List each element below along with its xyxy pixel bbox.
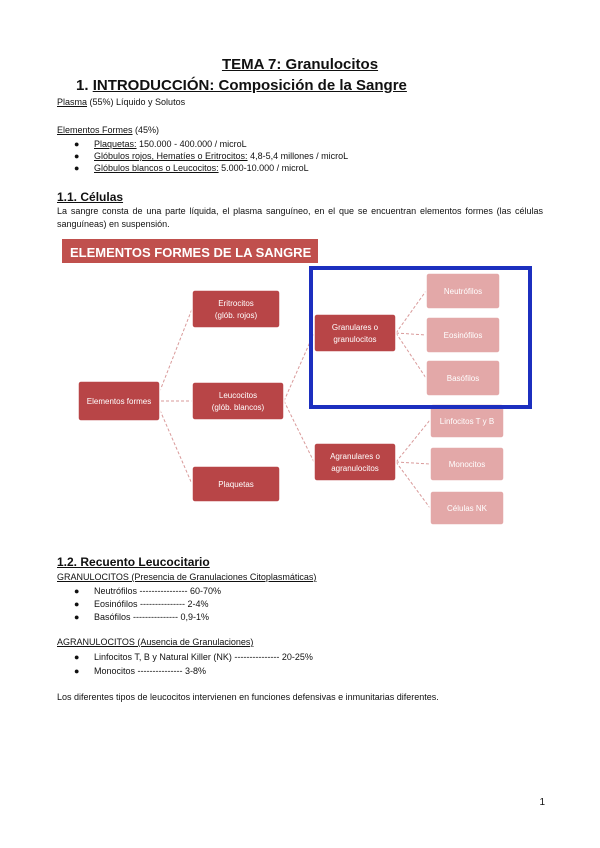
page-number: 1 bbox=[539, 797, 545, 808]
list-item: ● Monocitos --------------- 3-8% bbox=[74, 666, 206, 676]
section-1-number: 1. bbox=[76, 77, 89, 94]
plasma-line bbox=[57, 96, 185, 108]
agranulocitos-heading: AGRANULOCITOS (Ausencia de Granulaciones) bbox=[57, 637, 254, 647]
label-celulas-nk: Células NK bbox=[446, 504, 488, 513]
item-text: Monocitos --------------- 3-8% bbox=[94, 666, 206, 676]
document-title: TEMA 7: Granulocitos bbox=[221, 56, 379, 73]
node-agranulares bbox=[314, 443, 396, 481]
list-item: ● Eosinófilos --------------- 2-4% bbox=[74, 599, 209, 609]
item-label: Glóbulos rojos, Hematíes o Eritrocitos: bbox=[94, 151, 248, 161]
plasma-label: Plasma bbox=[57, 97, 88, 107]
label-granulares-2: granulocitos bbox=[333, 335, 377, 344]
section-1-heading bbox=[76, 77, 407, 94]
list-item: ● Plaquetas: 150.000 - 400.000 / microL bbox=[74, 139, 247, 149]
list-item: ● Linfocitos T, B y Natural Killer (NK) --------------- 20-25% bbox=[74, 652, 313, 662]
blood-elements-diagram bbox=[56, 236, 546, 538]
label-basofilos: Basófilos bbox=[446, 374, 480, 383]
label-elementos-formes: Elementos formes bbox=[86, 397, 152, 406]
label-monocitos: Monocitos bbox=[448, 460, 486, 469]
formes-list bbox=[74, 138, 349, 174]
formes-label: Elementos Formes bbox=[57, 125, 133, 135]
item-value: 5.000-10.000 / microL bbox=[218, 163, 309, 173]
label-eritrocitos-2: (glób. rojos) bbox=[214, 311, 258, 320]
item-text: Linfocitos T, B y Natural Killer (NK) --------------- 20-25% bbox=[94, 652, 313, 662]
label-eritrocitos-1: Eritrocitos bbox=[218, 299, 254, 308]
list-item: ● Neutrófilos ---------------- 60-70% bbox=[74, 586, 221, 596]
agranulocitos-list bbox=[74, 650, 313, 678]
section-1-title: INTRODUCCIÓN: Composición de la Sangre bbox=[92, 77, 407, 94]
item-value: 150.000 - 400.000 / microL bbox=[136, 139, 247, 149]
label-neutrofilos: Neutrófilos bbox=[443, 287, 483, 296]
label-granulares-1: Granulares o bbox=[331, 323, 379, 332]
list-item: ● Glóbulos blancos o Leucocitos: 5.000-10.000 / microL bbox=[74, 163, 309, 173]
item-value: 4,8-5,4 millones / microL bbox=[247, 151, 349, 161]
formes-detail: (45%) bbox=[132, 125, 160, 135]
item-text: Eosinófilos --------------- 2-4% bbox=[94, 599, 209, 609]
granulocitos-heading: GRANULOCITOS (Presencia de Granulaciones Citoplasmáticas) bbox=[57, 572, 317, 582]
label-eosinofilos: Eosinófilos bbox=[443, 331, 483, 340]
item-label: Plaquetas: bbox=[94, 139, 137, 149]
closing-paragraph: Los diferentes tipos de leucocitos intervienen en funciones defensivas e inmunitarias diferentes. bbox=[57, 692, 439, 702]
node-leucocitos bbox=[192, 382, 284, 420]
list-item: ● Basófilos --------------- 0,9-1% bbox=[74, 612, 209, 622]
section-1-1-paragraph: La sangre consta de una parte líquida, el plasma sanguíneo, en el que se encuentran elementos formes (las células sanguíneas) en suspensión. bbox=[57, 206, 543, 229]
label-leucocitos-1: Leucocitos bbox=[218, 391, 258, 400]
section-1-1-heading: 1.1. Células bbox=[57, 190, 124, 204]
label-agranulares-1: Agranulares o bbox=[330, 452, 380, 461]
granulocitos-list bbox=[74, 585, 221, 624]
plasma-detail: (55%) Líquido y Solutos bbox=[87, 97, 186, 107]
node-eritrocitos bbox=[192, 290, 280, 328]
formes-line bbox=[57, 124, 159, 136]
list-item: ● Glóbulos rojos, Hematíes o Eritrocitos: 4,8-5,4 millones / microL bbox=[74, 151, 349, 161]
label-agranulares-2: agranulocitos bbox=[331, 464, 379, 473]
node-granulares bbox=[314, 314, 396, 352]
section-1-2-heading: 1.2. Recuento Leucocitario bbox=[57, 555, 210, 569]
item-label: Glóbulos blancos o Leucocitos: bbox=[94, 163, 219, 173]
label-plaquetas: Plaquetas bbox=[218, 480, 254, 489]
label-linfocitos: Linfocitos T y B bbox=[439, 417, 495, 426]
item-text: Neutrófilos ---------------- 60-70% bbox=[94, 586, 221, 596]
diagram-banner-text: ELEMENTOS FORMES DE LA SANGRE bbox=[70, 245, 312, 260]
item-text: Basófilos --------------- 0,9-1% bbox=[94, 612, 209, 622]
label-leucocitos-2: (glób. blancos) bbox=[211, 403, 265, 412]
